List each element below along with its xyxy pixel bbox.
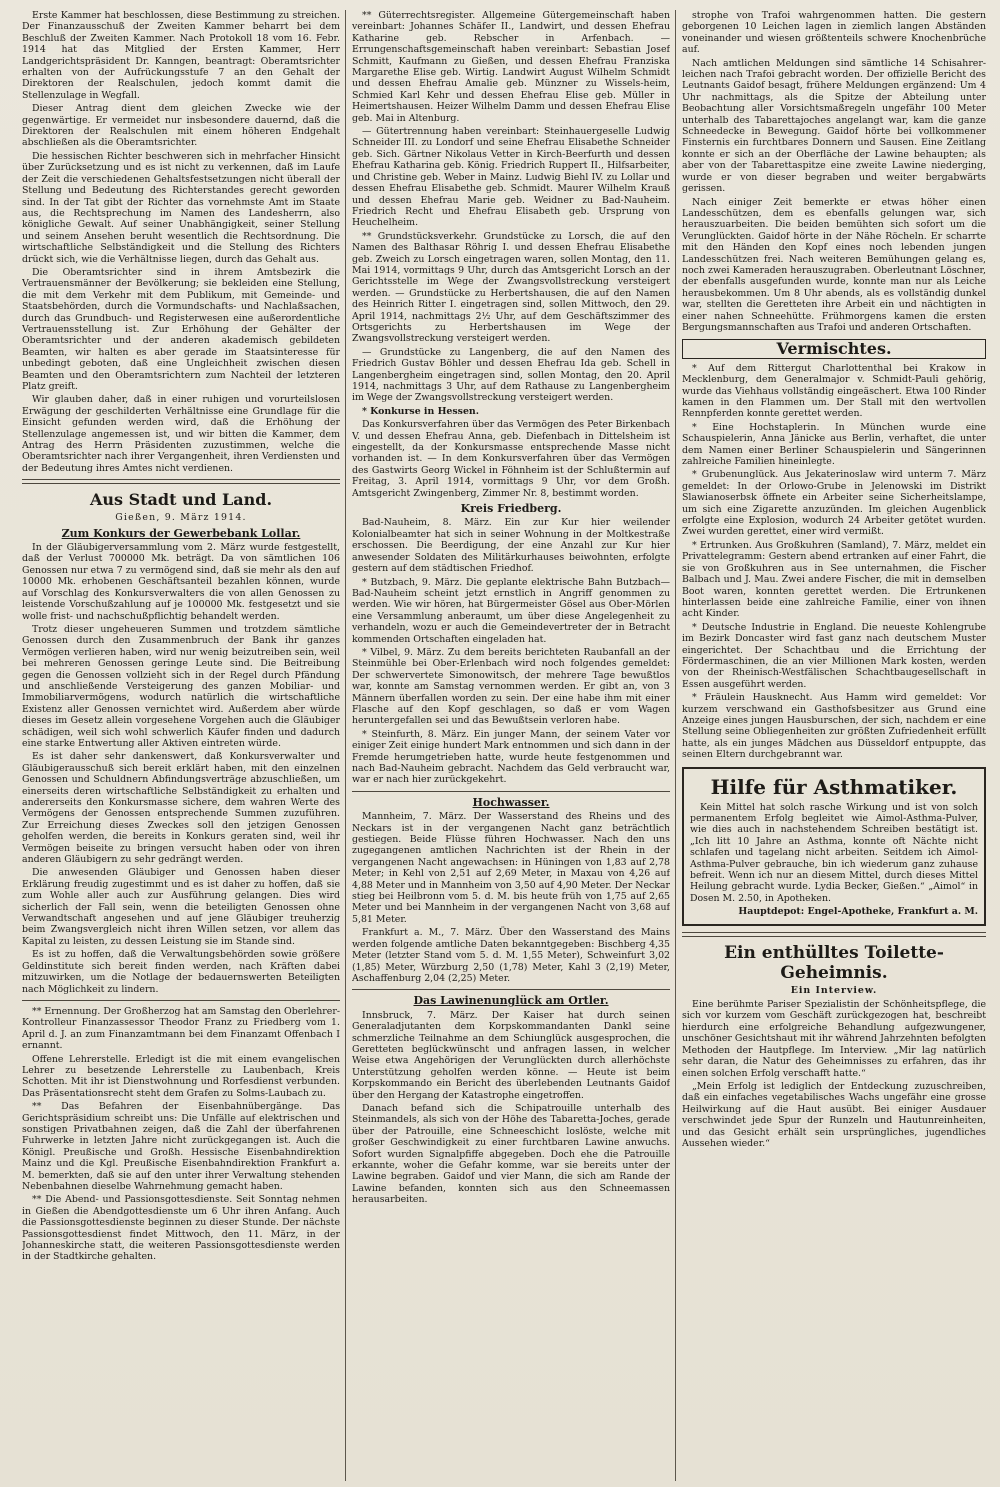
column-right <box>682 10 986 1481</box>
paragraph: ** Güterrechtsregister. Allgemeine Gütergemeinschaft haben vereinbart: Johannes Schäfer II., Landwirt, und dessen Ehefrau Katharine geb. Rebscher in Arfenbach. — Errungenschaftsgemeinschaft haben vereinbart: Sebastian Josef Schmitt, Kaufmann zu Gießen, und dessen Ehefrau Franziska Margarethe Elise geb. Wirtig. Landwirt August Wilhelm Schmidt und dessen Ehefrau Amalie geb. Münzner zu Wissels-heim, Schmied Karl Kehr und dessen Ehefrau Elise geb. Müller in Heimertshausen. Heizer Wilhelm Damm und dessen Ehefrau Elise geb. Mai in Altenburg. <box>352 10 670 124</box>
paragraph: Die hessischen Richter beschweren sich in mehrfacher Hinsicht über Zurücksetzung und es ist nicht zu verkennen, daß im Laufe der Zeit die verschiedenen Gehaltsfestsetzungen nicht überall der Stellung und Bedeutung des Richterstandes gerecht geworden sind. In der Tat gibt der Richter das vornehmste Amt im Staate aus, die Rechtsprechung im Namen des Landesherrn, also königliche Gewalt. Auf seiner Unabhängigkeit, seiner Stellung und seinem Ansehen beruht wesentlich die Rechtsordnung. Die wirtschaftliche Selbständigkeit und die Stellung des Richters drückt sich, wie die Verhältnisse liegen, durch das Gehalt aus. <box>22 150 340 265</box>
column-rule <box>345 10 346 1481</box>
article-heading: Zum Konkurs der Gewerbebank Lollar. <box>61 526 301 540</box>
paragraph: Nach einiger Zeit bemerkte er etwas höher einen Landesschützen, dem es ebenfalls gelungen war, sich herauszuarbeiten. Die beiden bemühten sich sofort um die Verunglückten. Gaidof hörte in der Nähe Röcheln. Er scharrte mit den Händen den Kopf eines noch lebenden jungen Landesschützen frei. Nach weiteren Bemühungen gelang es, noch zwei Kameraden herauszugraben. Oberleutnant Löschner, der ebenfalls ausgefunden wurde, konnte man nur als Leiche herausbekommen. Um 8 Uhr abends, als es vollständig dunkel war, stellten die Geretteten ihre Arbeit ein und nächtigten in einer nahen Schneehütte. Frühmorgens kamen die ersten Bergungsmannschaften aus Trafoi und anderen Ortschaften. <box>682 196 986 333</box>
article-heading: Ein enthülltes Toilette-Geheimnis. <box>724 942 944 983</box>
paragraph: * Ertrunken. Aus Großkuhren (Samland), 7. März, meldet ein Privattelegramm: Gestern abend ertranken auf einer Fahrt, die sie von Großkuhren aus in See unternahmen, die Fischer Balbach und J. Mau. Zwei andere Fischer, die mit in demselben Boot waren, konnten gerettet werden. Die Ertrunkenen hinterlassen beide eine zahlreiche Familie, einer von ihnen acht Kinder. <box>682 539 986 620</box>
paragraph: Danach befand sich die Schipatrouille unterhalb des Steinmandels, als sich von der Höhe des Tabaretta-Joches, gerade über der Patrouille, eine Schneeschicht loslöste, welche mit großer Geschwindigkeit zu einer furchtbaren Lawine anwuchs. Sofort wurden Signalpfiffe abgegeben. Doch ehe die Patrouille erkannte, woher die Gefahr komme, war sie bereits unter der Lawine begraben. Gaidof und vier Mann, die sich am Rande der Lawine befanden, konnten sich aus den Schneemassen herausarbeiten. <box>352 1102 670 1206</box>
paragraph: * Grubenunglück. Aus Jekaterinoslaw wird unterm 7. März gemeldet: In der Orlowo-Grube in Jelenowski im Distrikt Slawianoserbsk öffnete ein Arbeiter seine Sicherheitslampe, um sich eine Zigarette anzuzünden. Im gleichen Augenblick erfolgte eine Explosion, wodurch 24 Arbeiter getötet wurden. Zwei wurden gerettet, einer wird vermißt. <box>682 469 986 538</box>
paragraph: Offene Lehrerstelle. Erledigt ist die mit einem evangelischen Lehrer zu besetzende Lehrerstelle zu Laubenbach, Kreis Schotten. Mit ihr ist Dienstwohnung und Rorfesdienst verbunden. Das Präsentationsrecht steht dem Grafen zu Solms-Laubach zu. <box>22 1053 340 1099</box>
article-heading: Kreis Friedberg. <box>460 502 562 516</box>
paragraph: * Deutsche Industrie in England. Die neueste Kohlengrube im Bezirk Doncaster wird fast ganz nach deutschem Muster eingerichtet. Der Schachtbau und die Errichtung der Fördermaschinen, die an vier Millionen Mark kosten, werden von der Rheinisch-Westfälischen Schachtbaugesellschaft in Essen ausgeführt werden. <box>682 621 986 690</box>
paragraph: Innsbruck, 7. März. Der Kaiser hat durch seinen Generaladjutanten dem Korpskommandanten Dankl seine schmerzliche Teilnahme an dem Schiunglück ausgesprochen, die Geretteten beglückwünscht und anfragen lassen, in welcher Weise etwa Angehörigen der Verunglückten durch allerhöchste Unterstützung geholfen werden könne. — Heute ist beim Korpskommando ein Bericht des überlebenden Leutnants Gaidof über den Hergang der Katastrophe eingetroffen. <box>352 1009 670 1101</box>
section-divider <box>682 932 986 937</box>
paragraph: — Grundstücke zu Langenberg, die auf den Namen des Friedrich Gustav Böhler und dessen Ehefrau Ida geb. Schell in Langenbergheim eingetragen sind, sollen Montag, den 20. April 1914, nachmittags 3 Uhr, auf dem Rathause zu Langenbergheim im Wege der Zwangsvollstreckung versteigert werden. <box>352 346 670 404</box>
paragraph: „Mein Erfolg ist lediglich der Entdeckung zuzuschreiben, daß ein einfaches vegetabilisches Wachs ungefähr eine grosse Heilwirkung auf die Haut ausübt. Bei einiger Ausdauer verschwindet jede Spur der Runzeln und Hautunreinheiten, und das Gesicht erhält sein ursprüngliches, jugendliches Aussehen wieder.“ <box>682 1080 986 1149</box>
paragraph: strophe von Trafoi wahrgenommen hatten. Die gestern geborgenen 10 Leichen lagen in ziemlich langen Abständen voneinander und wiesen größtenteils schwere Knochenbrüche auf. <box>682 10 986 56</box>
paragraph: — Gütertrennung haben vereinbart: Steinhauergeselle Ludwig Schneider III. zu Londorf und seine Ehefrau Elisabethe Schneider geb. Sich. Gärtner Nikolaus Vetter in Kirch-Beerfurth und dessen Ehefrau Katharina geb. König. Friedrich Ruppert II., Hilfsarbeiter, und Christine geb. Weber in Mainz. Ludwig Biehl IV. zu Lollar und dessen Ehefrau Elisabethe geb. Schmidt. Maurer Wilhelm Krauß und dessen Ehefrau Marie geb. Weidner zu Bad-Nauheim. Friedrich Recht und Ehefrau Elisabeth geb. Ursprung von Heuchelheim. <box>352 126 670 229</box>
paragraph: Eine berühmte Pariser Spezialistin der Schönheitspflege, die sich vor kurzem vom Geschäft zurückgezogen hat, beschreibt hierdurch eine erfolgreiche Behandlung aufgezwungener, unschöner Gesichtshaut mit ihr während Jahrzehnten befolgten Methoden der Hautpflege. Im Interview. „Mir lag natürlich sehr daran, die Natur des Geheimnisses zu erfahren, das ihr einen solchen Erfolg verschafft hatte.“ <box>682 999 986 1079</box>
paragraph: * Auf dem Rittergut Charlottenthal bei Krakow in Mecklenburg, dem Generalmajor v. Schmidt-Pauli gehörig, wurde das Viehhaus vollständig eingeäschert. Etwa 100 Rinder kamen in den Flammen um. Der Stall mit den wertvollen Rennpferden konnte gerettet werden. <box>682 362 986 420</box>
paragraph: Wir glauben daher, daß in einer ruhigen und vorurteilslosen Erwägung der geschilderten Verhältnisse eine Grundlage für die Einsicht gefunden werden wird, daß die Erhöhung der Stellenzulage angemessen ist, und wir bitten die Kammer, dem Antrag des Herrn Präsidenten zuzustimmen, welche die Oberamtsrichter nach ihrer Vergangenheit, ihren Verdiensten und der Bedeutung ihres Amtes nicht verdienen. <box>22 394 340 474</box>
paragraph: Das Konkursverfahren über das Vermögen des Peter Birkenbach V. und dessen Ehefrau Anna, geb. Diefenbach in Dittelsheim ist eingestellt, da der Konkursmasse entsprechende Masse nicht vorhanden ist. — In dem Konkursverfahren über das Vermögen des Gastwirts Georg Wickel in Föhnheim ist der Schlußtermin auf Freitag, 3. April 1914, vormittags 9 Uhr, vor dem Großh. Amtsgericht Zwingenberg, Zimmer Nr. 8, bestimmt worden. <box>352 419 670 499</box>
paragraph: Die anwesenden Gläubiger und Genossen haben dieser Erklärung freudig zugestimmt und es ist daher zu hoffen, daß sie zum Wohle aller auch zur Ausführung gelangen. Dies wird sicherlich der Fall sein, wenn die beteiligten Genossen ohne Verwandtschaft angesehen und auf jene Gläubiger treuherzig beim Zwangsvergleich nicht ihren Willen setzen, vor allem das Kapital zu leisten, zu dessen Leistung sie im Stande sind. <box>22 867 340 947</box>
section-heading: Vermischtes. <box>682 339 986 358</box>
article-heading: Das Lawinenunglück am Ortler. <box>413 994 609 1008</box>
section-divider <box>22 479 340 484</box>
paragraph: * Vilbel, 9. März. Zu dem bereits berichteten Raubanfall an der Steinmühle bei Ober-Erlenbach wird noch folgendes gemeldet: Der schwervertete Simonowitsch, der mehrere Tage bewußtlos war, konnte am Samstag vernommen werden. Er gibt an, von 3 Männern überfallen worden zu sein. Der eine habe ihm mit einer Flasche auf den Kopf geschlagen, so daß er vom Wagen heruntergefallen sei und das Bewußtsein verloren habe. <box>352 646 670 727</box>
paragraph: * Butzbach, 9. März. Die geplante elektrische Bahn Butzbach—Bad-Nauheim scheint jetzt ernstlich in Angriff genommen zu werden. Wie wir hören, hat Bürgermeister Gösel aus Ober-Mörlen eine Versammlung anberaumt, um über diese Angelegenheit zu verhandeln, wozu er auch die Gemeindevertreter der in Betracht kommenden Ortschaften eingeladen hat. <box>352 576 670 645</box>
paragraph: ** Das Befahren der Eisenbahnübergänge. Das Gerichtspräsidium schreibt uns: Die Unfälle auf elektrischen und sonstigen Privatbahnen zeigen, daß die Zahl der überfahrenen Fuhrwerke in letzten Jahre nicht zurückgegangen ist. Auch die Königl. Preußische und Großh. Hessische Eisenbahndirektion Mainz und die Kgl. Preußische Eisenbahndirektion Frankfurt a. M. bemerkten, daß sie auf den unter ihrer Verwaltung stehenden Nebenbahnen dieselbe Wahrnehmung gemacht haben. <box>22 1101 340 1192</box>
ad-firm: Hauptdepot: Engel-Apotheke, Frankfurt a. M. <box>738 906 978 918</box>
paragraph: Trotz dieser ungeheueren Summen und trotzdem sämtliche Genossen durch den Zusammenbruch der Bank ihr ganzes Vermögen verlieren haben, wird nur wenig beizutreiben sein, weil bei mehreren Genossen geringe Leute sind. Die Beitreibung gegen die Genossen vollzieht sich in der Regel durch Pfändung und anschließende Versteigerung des ganzen Mobiliar- und Immobiliarvermögens, wodurch natürlich die wirtschaftliche Existenz aller Genossen vernichtet wird. Außerdem aber würde dieses im Gesetz allein vorgesehene Vorgehen auch die Gläubiger schädigen, weil sich wohl schwerlich Käufer finden und dadurch eine starke Entwertung aller Aktiven eintreten würde. <box>22 623 340 749</box>
paragraph: * Fräulein Hausknecht. Aus Hamm wird gemeldet: Vor kurzem verschwand ein Gasthofsbesitzer aus Grund eine Anzeige eines jungen Hausburschen, der sich, nachdem er eine Stellung seine Obliegenheiten zur größten Zufriedenheit erfüllt hatte, als ein junges Mädchen aus Düsseldorf entpuppte, das seinen Eltern durchgebrannt war. <box>682 692 986 761</box>
advertisement-box <box>682 767 986 926</box>
paragraph: * Eine Hochstaplerin. In München wurde eine Schauspielerin, Anna Jänicke aus Berlin, verhaftet, die unter dem Namen einer Berliner Schauspielerin und Sängerinnen zahlreiche Familien hineinlegte. <box>682 421 986 468</box>
article-subheading: Ein Interview. <box>790 984 878 996</box>
article-heading: Hochwasser. <box>472 795 550 809</box>
paragraph: Frankfurt a. M., 7. März. Über den Wasserstand des Mains werden folgende amtliche Daten bekanntgegeben: Bischberg 4,35 Meter (letzter Stand vom 5. d. M. 1,55 Meter), Schweinfurt 3,02 (1,85) Meter, Würzburg 2,50 (1,78) Meter, Kahl 3 (2,19) Meter, Aschaffenburg 2,04 (2,25) Meter. <box>352 927 670 984</box>
article-heading: * Konkurse in Hessen. <box>362 405 479 417</box>
paragraph: Die Oberamtsrichter sind in ihrem Amtsbezirk die Vertrauensmänner der Bevölkerung; sie bekleiden eine Stellung, die mit dem Verkehr mit dem Publikum, mit Gemeinde- und Staatsbehörden, durch die Vormundschafts- und Nachlaßsachen, durch das Grundbuch- und Registerwesen eine außerordentliche Vertrauensstellung ist. Zur Erhöhung der Gehälter der Oberamtsrichter und der anderen akademisch gebildeten Beamten, wir halten es aber gerade im Staatsinteresse für unbedingt geboten, daß eine Ungleichheit zwischen diesen Beamten und den Oberamtsrichtern zum Nachteil der letzteren Platz greift. <box>22 266 340 392</box>
ad-heading: Hilfe für Asthmatiker. <box>710 774 958 799</box>
paragraph: ** Die Abend- und Passionsgottesdienste. Seit Sonntag nehmen in Gießen die Abendgottesdienste um 6 Uhr ihren Anfang. Auch die Passionsgottesdienste beginnen zu dieser Stunde. Der nächste Passionsgottesdienst findet Mittwoch, den 11. März, in der Johanneskirche statt, die weiteren Passionsgottesdienste werden in der Stadtkirche gehalten. <box>22 1194 340 1263</box>
column-middle <box>352 10 670 1481</box>
paragraph: Es ist zu hoffen, daß die Verwaltungsbehörden sowie größere Geldinstitute sich bereit finden werden, nach Kräften dabei mitzuwirken, um die Notlage der bedauernswerten Beteiligten nach Möglichkeit zu lindern. <box>22 949 340 995</box>
paragraph: ** Grundstücksverkehr. Grundstücke zu Lorsch, die auf den Namen des Balthasar Röhrig I. und dessen Ehefrau Elisabethe geb. Zweich zu Lorsch eingetragen waren, sollen Montag, den 11. Mai 1914, vormittags 9 Uhr, durch das Amtsgericht Lorsch an der Gerichtsstelle im Wege der Zwangsvollstreckung versteigert werden. — Grundstücke zu Herbertshausen, die auf den Namen des Heinrich Ritter I. eingetragen sind, sollen Mittwoch, den 29. April 1914, nachmittags 2½ Uhr, auf dem Geschäftszimmer des Ortsgerichts zu Herbertshausen im Wege der Zwangsvollstreckung versteigert werden. <box>352 230 670 345</box>
divider <box>352 791 670 792</box>
paragraph: Mannheim, 7. März. Der Wasserstand des Rheins und des Neckars ist in der vergangenen Nacht ganz beträchtlich gestiegen. Beide Flüsse führen Hochwasser. Nach den uns zugegangenen amtlichen Nachrichten ist der Rhein in der vergangenen Nacht angewachsen: in Hüningen von 1,83 auf 2,78 Meter; in Kehl von 2,51 auf 2,69 Meter, in Maxau von 4,26 auf 4,88 Meter und in Mannheim von 3,50 auf 4,90 Meter. Der Neckar stieg bei Heilbronn vom 5. d. M. bis heute früh von 1,75 auf 2,65 Meter und bei Mannheim in der vergangenen Nacht von 3,68 auf 5,81 Meter. <box>352 811 670 925</box>
paragraph: * Steinfurth, 8. März. Ein junger Mann, der seinem Vater vor einiger Zeit einige hundert Mark entnommen und sich dann in der Fremde herumgetrieben hatte, wurde heute festgenommen und nach Bad-Nauheim gebracht. Nachdem das Geld verbraucht war, war er nach hier zurückgekehrt. <box>352 728 670 786</box>
paragraph: Erste Kammer hat beschlossen, diese Bestimmung zu streichen. Der Finanzausschuß der Zweiten Kammer beharrt bei dem Beschluß der Zweiten Kammer. Nach Protokoll 18 vom 16. Febr. 1914 hat das Mitglied der Ersten Kammer, Herr Landgerichtspräsident Dr. Kanngen, beantragt: Oberamtsrichter erhalten von der Aufrückungsstufe 7 an den Gehalt der Direktoren der Realschulen, jedoch kommt damit die Stellenzulage in Wegfall. <box>22 10 340 101</box>
divider <box>352 989 670 990</box>
column-left <box>22 10 340 1481</box>
divider <box>22 1000 340 1001</box>
paragraph: ** Ernennung. Der Großherzog hat am Samstag den Oberlehrer-Kontrolleur Finanzassessor Theodor Franz zu Friedberg vom 1. April d. J. an zum Finanzamtmann bei dem Finanzamt Offenbach I ernannt. <box>22 1005 340 1052</box>
ad-text: Kein Mittel hat solch rasche Wirkung und ist von solch permanentem Erfolg begleitet wie Aimol-Asthma-Pulver, wie dies auch in nachstehendem Schreiben bestätigt ist. „Ich litt 10 Jahre an Asthma, konnte oft Nächte nicht schlafen und tagelang nicht arbeiten. Seitdem ich Aimol-Asthma-Pulver gebrauche, bin ich wiederum ganz zuhause befreit. Wenn ich nur an diesem Mittel, durch dieses Mittel Heilung gebracht wurde. Lydia Becker, Gießen.“ „Aimol“ in Dosen M. 2.50, in Apotheken. <box>690 801 978 904</box>
paragraph: Nach amtlichen Meldungen sind sämtliche 14 Schisahrer-leichen nach Trafoi gebracht worden. Der offizielle Bericht des Leutnants Gaidof besagt, frühere Meldungen ergänzend: Um 4 Uhr nachmittags, als die Spitze der Abteilung unter Beobachtung aller Vorsichtsmaßregeln ungefähr 100 Meter unterhalb des Tabarettajoches angelangt war, kam die ganze Schneedecke in Bewegung. Gaidof hörte bei vollkommener Finsternis ein furchtbares Donnern und Sausen. Eine Zeitlang konnte er sich an der Oberfläche der Lawine behaupten; als aber von der Tabarettaspitze eine zweite Lawine niederging, wurde er von dieser begraben und weiter bergabwärts gerissen. <box>682 57 986 195</box>
dateline: Gießen, 9. März 1914. <box>115 512 247 524</box>
paragraph: Dieser Antrag dient dem gleichen Zwecke wie der gegenwärtige. Er vermeidet nur insbesondere dauernd, daß die Direktoren der Realschulen mit einem höheren Endgehalt abschließen als die Oberamtsrichter. <box>22 103 340 149</box>
paragraph: In der Gläubigerversammlung vom 2. März wurde festgestellt, daß der Verlust 700000 Mk. beträgt. Da von sämtlichen 106 Genossen nur etwa 7 zu vermögend sind, daß sie mehr als den auf 10000 Mk. erhobenen Geschäftsanteil bezahlen können, wurde auf Vorschlag des Konkursverwalters die von allen Genossen zu leistende Vorschußzahlung auf je 100000 Mk. festgesetzt und sie wolle frist- und nachschußpflichtig behandelt werden. <box>22 542 340 622</box>
paragraph: Es ist daher sehr dankenswert, daß Konkursverwalter und Gläubigerausschuß sich bereit erklärt haben, mit den einzelnen Genossen und Schuldnern Abfindungsverträge abzuschließen, um einerseits deren wirtschaftliche Selbständigkeit zu erhalten und andererseits den Konkursmasse sichere, dem wahren Werte des Vermögens der Genossen entsprechende Summen zuzuführen. Zur Erreichung dieses Zweckes soll den jetzigen Genossen geholfen werden, die bereits in Konkurs geraten sind, weil ihr Vermögen beiseite zu bringen versucht haben oder von ihren anderen Gläubigern zu sehr gedrängt werden. <box>22 751 340 866</box>
paragraph: Bad-Nauheim, 8. März. Ein zur Kur hier weilender Kolonialbeamter hat sich in seiner Wohnung in der Moltkestraße erschossen. Die Beerdigung, der eine Anzahl zur Kur hier anwesender Soldaten des Militärkurhauses beiwohnten, erfolgte gestern auf dem städtischen Friedhof. <box>352 517 670 575</box>
section-heading: Aus Stadt und Land. <box>89 490 273 510</box>
column-rule <box>675 10 676 1481</box>
